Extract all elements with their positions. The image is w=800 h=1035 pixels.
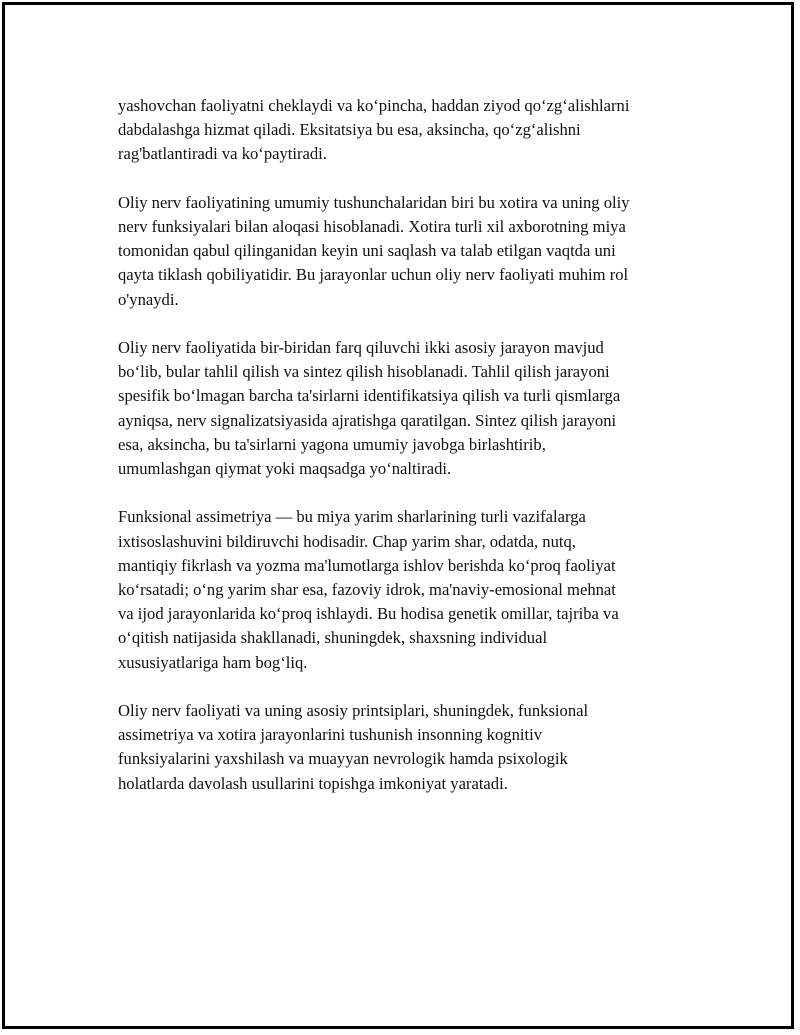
text-line: Oliy nerv faoliyati va uning asosiy printsiplari, shuningdek, funksional	[118, 701, 589, 721]
paragraph-5	[118, 699, 698, 796]
paragraph-3	[118, 336, 698, 481]
text-line: bo‘lib, bular tahlil qilish va sintez qilish hisoblanadi. Tahlil qilish jarayoni	[118, 362, 610, 382]
text-line: xususiyatlariga ham bog‘liq.	[118, 652, 308, 672]
text-line: Funksional assimetriya — bu miya yarim sharlarining turli vazifalarga	[118, 507, 586, 527]
paragraph-1	[118, 94, 698, 167]
text-line: yashovchan faoliyatni cheklaydi va ko‘pincha, haddan ziyod qo‘zg‘alishlarni	[118, 96, 630, 115]
paragraph-2	[118, 191, 698, 312]
text-line: ayniqsa, nerv signalizatsiyasida ajratishga qaratilgan. Sintez qilish jarayoni	[118, 410, 617, 430]
paragraph-4	[118, 505, 698, 674]
text-line: ixtisoslashuvini bildiruvchi hodisadir. Chap yarim shar, odatda, nutq,	[118, 531, 576, 551]
text-line: spesifik bo‘lmagan barcha ta'sirlarni identifikatsiya qilish va turli qismlarga	[118, 386, 621, 406]
text-line: tomonidan qabul qilinganidan keyin uni saqlash va talab etilgan vaqtda uni	[118, 241, 616, 261]
text-line: mantiqiy fikrlash va yozma ma'lumotlarga ishlov berishda ko‘proq faoliyat	[118, 555, 616, 575]
text-line: va ijod jarayonlarida ko‘proq ishlaydi. Bu hodisa genetik omillar, tajriba va	[118, 604, 619, 624]
text-line: o‘qitish natijasida shakllanadi, shuningdek, shaxsning individual	[118, 628, 548, 648]
document-body	[118, 94, 698, 820]
text-line: o'ynaydi.	[118, 289, 179, 309]
text-line: Oliy nerv faoliyatida bir-biridan farq qiluvchi ikki asosiy jarayon mavjud	[118, 338, 604, 357]
text-line: nerv funksiyalari bilan aloqasi hisoblanadi. Xotira turli xil axborotning miya	[118, 217, 626, 236]
text-line: dabdalashga hizmat qiladi. Eksitatsiya bu esa, aksincha, qo‘zg‘alishni	[118, 120, 581, 140]
text-line: rag'batlantiradi va ko‘paytiradi.	[118, 144, 327, 164]
text-line: holatlarda davolash usullarini topishga imkoniyat yaratadi.	[118, 773, 508, 793]
text-line: qayta tiklash qobiliyatidir. Bu jarayonlar uchun oliy nerv faoliyati muhim rol	[118, 265, 629, 285]
text-line: Oliy nerv faoliyatining umumiy tushunchalaridan biri bu xotira va uning oliy	[118, 192, 630, 212]
text-line: assimetriya va xotira jarayonlarini tushunish insonning kognitiv	[118, 725, 542, 745]
text-line: esa, aksincha, bu ta'sirlarni yagona umumiy javobga birlashtirib,	[118, 434, 546, 454]
text-line: umumlashgan qiymat yoki maqsadga yo‘naltiradi.	[118, 459, 452, 479]
text-line: ko‘rsatadi; o‘ng yarim shar esa, fazoviy idrok, ma'naviy-emosional mehnat	[118, 580, 616, 600]
text-line: funksiyalarini yaxshilash va muayyan nevrologik hamda psixologik	[118, 749, 568, 769]
